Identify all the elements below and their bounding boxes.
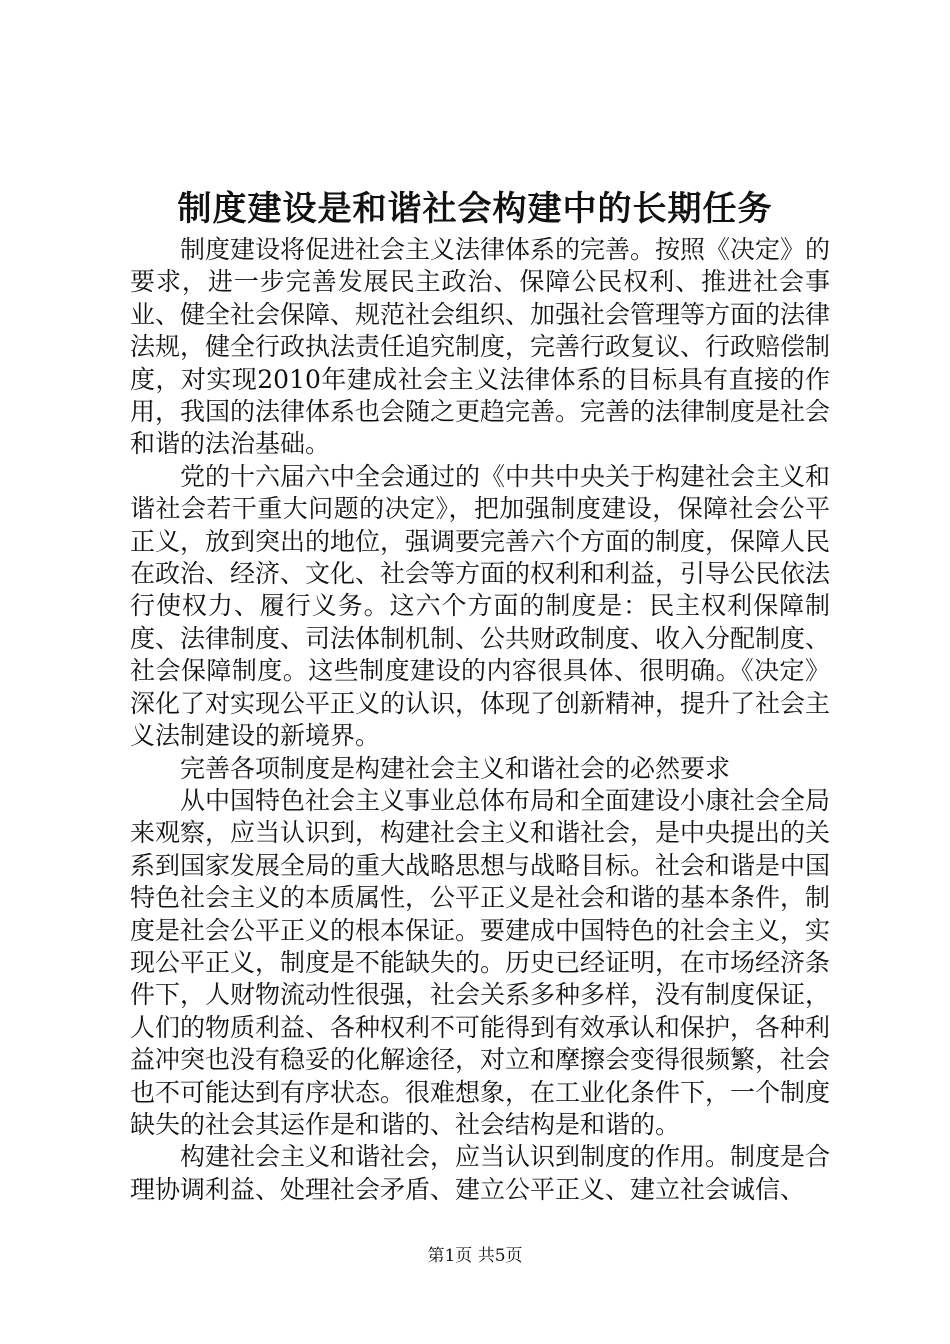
- paragraph-2: 党的十六届六中全会通过的《中共中央关于构建社会主义和谐社会若干重大问题的决定》，把加强制度建设，保障社会公平正义，放到突出的地位，强调要完善六个方面的制度，保障人民在政治、经济、文化、社会等方面的权利和利益，引导公民依法行使权力、履行义务。这六个方面的制度是：民主权利保障制度、法律制度、司法体制机制、公共财政制度、收入分配制度、社会保障制度。这些制度建设的内容很具体、很明确。《决定》深化了对实现公平正义的认识，体现了创新精神，提升了社会主义法制建设的新境界。: [130, 461, 831, 751]
- document-title: 制度建设是和谐社会构建中的长期任务: [177, 189, 773, 229]
- paragraph-3: 从中国特色社会主义事业总体布局和全面建设小康社会全局来观察，应当认识到，构建社会主义和谐社会，是中央提出的关系到国家发展全局的重大战略思想与战略目标。社会和谐是中国特色社会主义的本质属性，公平正义是社会和谐的基本条件，制度是社会公平正义的根本保证。要建成中国特色的社会主义，实现公平正义，制度是不能缺失的。历史已经证明，在市场经济条件下，人财物流动性很强，社会关系多种多样，没有制度保证，人们的物质利益、各种权利不可能得到有效承认和保护，各种利益冲突也没有稳妥的化解途径，对立和摩擦会变得很频繁，社会也不可能达到有序状态。很难想象，在工业化条件下，一个制度缺失的社会其运作是和谐的、社会结构是和谐的。: [130, 785, 831, 1139]
- section-heading: 完善各项制度是构建社会主义和谐社会的必然要求: [180, 753, 731, 783]
- paragraph-1: 制度建设将促进社会主义法律体系的完善。按照《决定》的要求，进一步完善发展民主政治、保障公民权利、推进社会事业、健全社会保障、规范社会组织、加强社会管理等方面的法律法规，健全行政执法责任追究制度，完善行政复议、行政赔偿制度，对实现2010年建成社会主义法律体系的目标具有直接的作用，我国的法律体系也会随之更趋完善。完善的法律制度是社会和谐的法治基础。: [130, 235, 831, 459]
- document-body: [130, 234, 830, 1206]
- paragraph-4: 构建社会主义和谐社会，应当认识到制度的作用。制度是合理协调利益、处理社会矛盾、建立公平正义、建立社会诚信、: [130, 1142, 831, 1204]
- page-number-footer: 第1页 共5页: [427, 1246, 523, 1266]
